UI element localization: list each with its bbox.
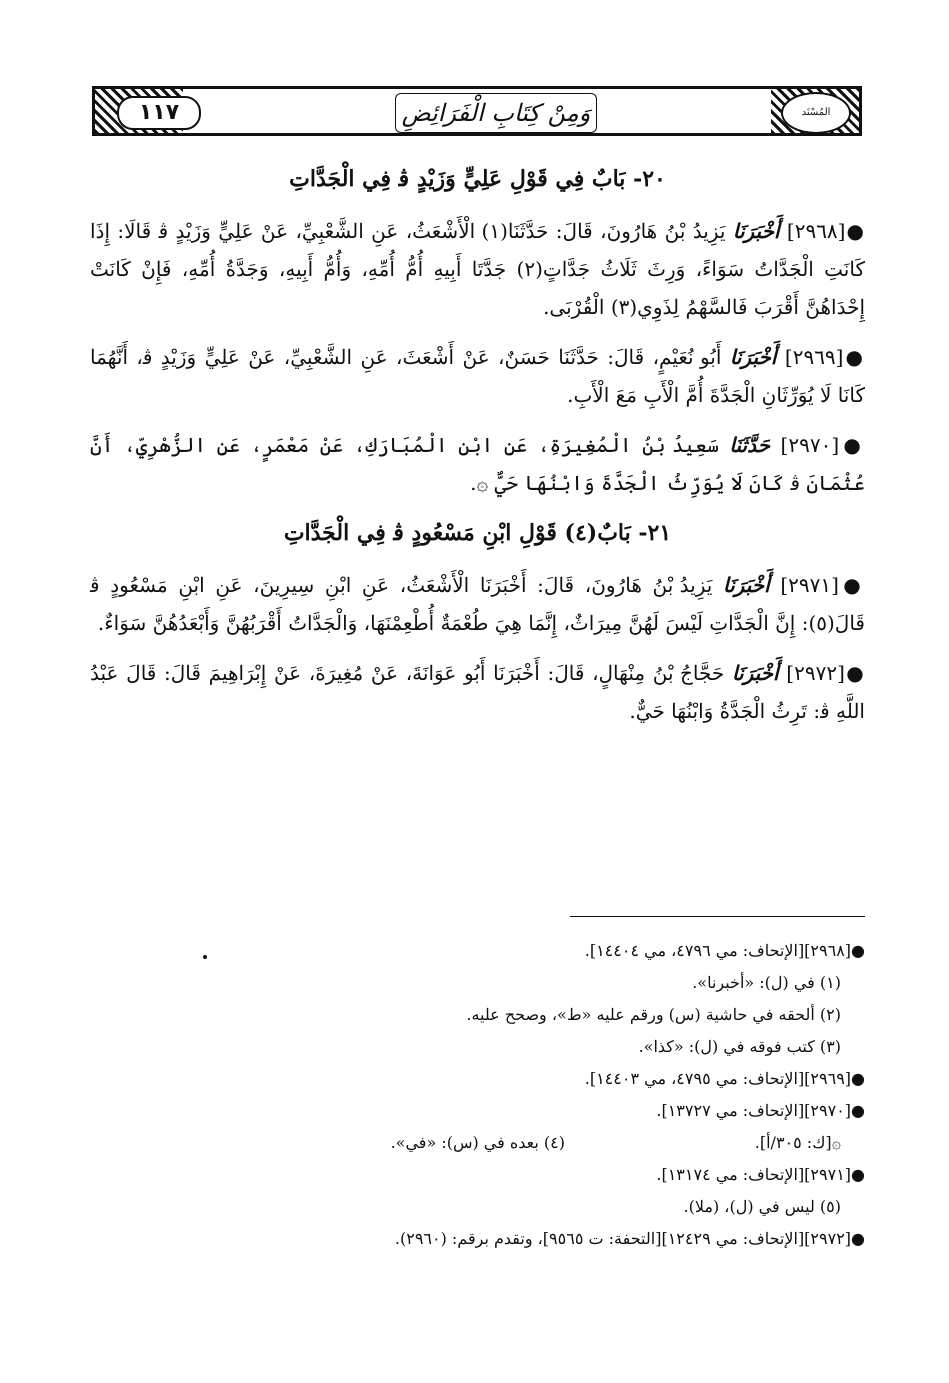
footnote: (٣) كتب فوقه في (ل): «كذا». [638, 1037, 841, 1056]
hadith-lead: حَدَّثَنَا [729, 433, 770, 457]
hadith-number: ●[٢٩٧١] [780, 573, 865, 597]
hadith-text: يَزِيدُ بْنُ هَارُونَ، قَالَ: أَخْبَرَنَا الْأَشْعَثُ، عَنِ ابْنِ سِيرِينَ، عَنِ ابْنِ مَسْعُودٍ ﭬ قَالَ(٥): إِنَّ الْجَدَّاتِ لَيْسَ لَهُنَّ مِيرَاثٌ، إِنَّمَا هِيَ طُعْمَةٌ أُطْعِمْنَهَا، وَالْجَدَّاتُ أَقْرَبُهُنَّ وَأَبْعَدُهُنَّ سَوَاءٌ. [90, 573, 865, 635]
page-number: ١١٧ [117, 96, 201, 130]
footnote-separator [570, 916, 865, 917]
hadith-lead: أَخْبَرَنَا [729, 345, 777, 369]
hadith-number: ●[٢٩٧٠] [780, 433, 866, 457]
hadith-text: حَجَّاجُ بْنُ مِنْهَالٍ، قَالَ: أَخْبَرَنَا أَبُو عَوَانَةَ، عَنْ مُغِيرَةَ، عَنْ إِبْرَاهِيمَ قَالَ: قَالَ عَبْدُ اللَّهِ ﭬ: تَرِثُ الْجَدَّةُ وَابْنُهَا حَيٌّ. [90, 661, 865, 723]
footnote-ref: ●[٢٩٦٩][الإتحاف: مي ٤٧٩٥، مي ١٤٤٠٣]. [584, 1069, 865, 1088]
book-medallion: المُسْنَد [781, 92, 851, 134]
footnote: (١) في (ل): «أخبرنا». [692, 973, 841, 992]
hadith-2970 [90, 426, 865, 502]
hadith-lead: أَخْبَرَنَا [732, 219, 780, 243]
footnote: (٢) ألحقه في حاشية (س) ورقم عليه «ط»، وصحح عليه. [466, 1005, 841, 1024]
page-header [92, 86, 862, 136]
footnote-ref: ●[٢٩٧٠][الإتحاف: مي ١٣٧٢٧]. [656, 1101, 865, 1120]
footnotes [200, 935, 865, 1255]
hadith-lead: أَخْبَرَنَا [731, 661, 779, 685]
footnote: (٤) بعده في (س): «في». [390, 1133, 565, 1152]
footnote: (٥) ليس في (ل)، (ملا). [683, 1197, 841, 1216]
hadith-number: ●[٢٩٧٢] [786, 661, 865, 685]
footnote-row [200, 1127, 865, 1159]
hadith-number: ●[٢٩٦٩] [784, 345, 866, 369]
hadith-2968 [90, 212, 865, 326]
hadith-lead: أَخْبَرَنَا [723, 573, 770, 597]
hadith-text: يَزِيدُ بْنُ هَارُونَ، قَالَ: حَدَّثَنَا(١) الْأَشْعَثُ، عَنِ الشَّعْبِيِّ، عَنْ عَلِيٍّ وَزَيْدٍ ﭬ قَالَا: إِذَا كَانَتِ الْجَدَّاتُ سَوَاءً، وَرِثَ ثَلَاثُ جَدَّاتٍ(٢) جَدَّتَا أَبِيهِ أُمُّ أُمِّهِ، وَأُمُّ أَبِيهِ، وَجَدَّةُ أُمِّهِ، فَإِنْ كَانَتْ إِحْدَاهُنَّ أَقْرَبَ فَالسَّهْمُ لِذَوِي(٣) الْقُرْبَى. [90, 219, 865, 319]
chapter-heading: ٢١- بَابٌ(٤) قَوْلِ ابْنِ مَسْعُودٍ ﭬ فِي الْجَدَّاتِ [283, 520, 672, 546]
hadith-text: سَعِيدُ بْنُ الْمُغِيرَةِ، عَنِ ابْنِ الْمُبَارَكِ، عَنْ مَعْمَرٍ، عَنِ الزُّهْرِيِّ، أَنَّ عُثْمَانَ ﭬ كَانَ لَا يُوَرِّثُ الْجَدَّةَ وَابْنُهَا حَيٌّ ۞. [90, 433, 865, 495]
footnote: ۞[ك: ٣٠٥/أ]. [754, 1133, 841, 1152]
footnote-ref: ●[٢٩٧٢][الإتحاف: مي ١٢٤٢٩][التحفة: ت ٩٥٦٥]، وتقدم برقم: (٢٩٦٠). [394, 1229, 865, 1248]
hadith-2969 [90, 338, 865, 414]
page-title: وَمِنْ كِتَابِ الْفَرَائِضِ [395, 93, 597, 133]
footnote-ref: ●[٢٩٧١][الإتحاف: مي ١٣١٧٤]. [656, 1165, 865, 1184]
footnote-ref: ●[٢٩٦٨][الإتحاف: مي ٤٧٩٦، مي ١٤٤٠٤]. [584, 941, 865, 960]
hadith-2971 [90, 566, 865, 642]
hadith-text: أَبُو نُعَيْمٍ، قَالَ: حَدَّثَنَا حَسَنٌ، عَنْ أَشْعَثَ، عَنِ الشَّعْبِيِّ، عَنْ عَلِيٍّ وَزَيْدٍ ﭬ، أَنَّهُمَا كَانَا لَا يُوَرِّثَانِ الْجَدَّةَ أُمَّ الْأَبِ مَعَ الْأَبِ. [90, 345, 865, 407]
chapter-heading: ٢٠- بَابٌ فِي قَوْلِ عَلِيٍّ وَزَيْدٍ ﭬ فِي الْجَدَّاتِ [289, 166, 666, 192]
main-text [90, 160, 865, 742]
hadith-2972 [90, 654, 865, 730]
hadith-number: ●[٢٩٦٨] [786, 219, 865, 243]
